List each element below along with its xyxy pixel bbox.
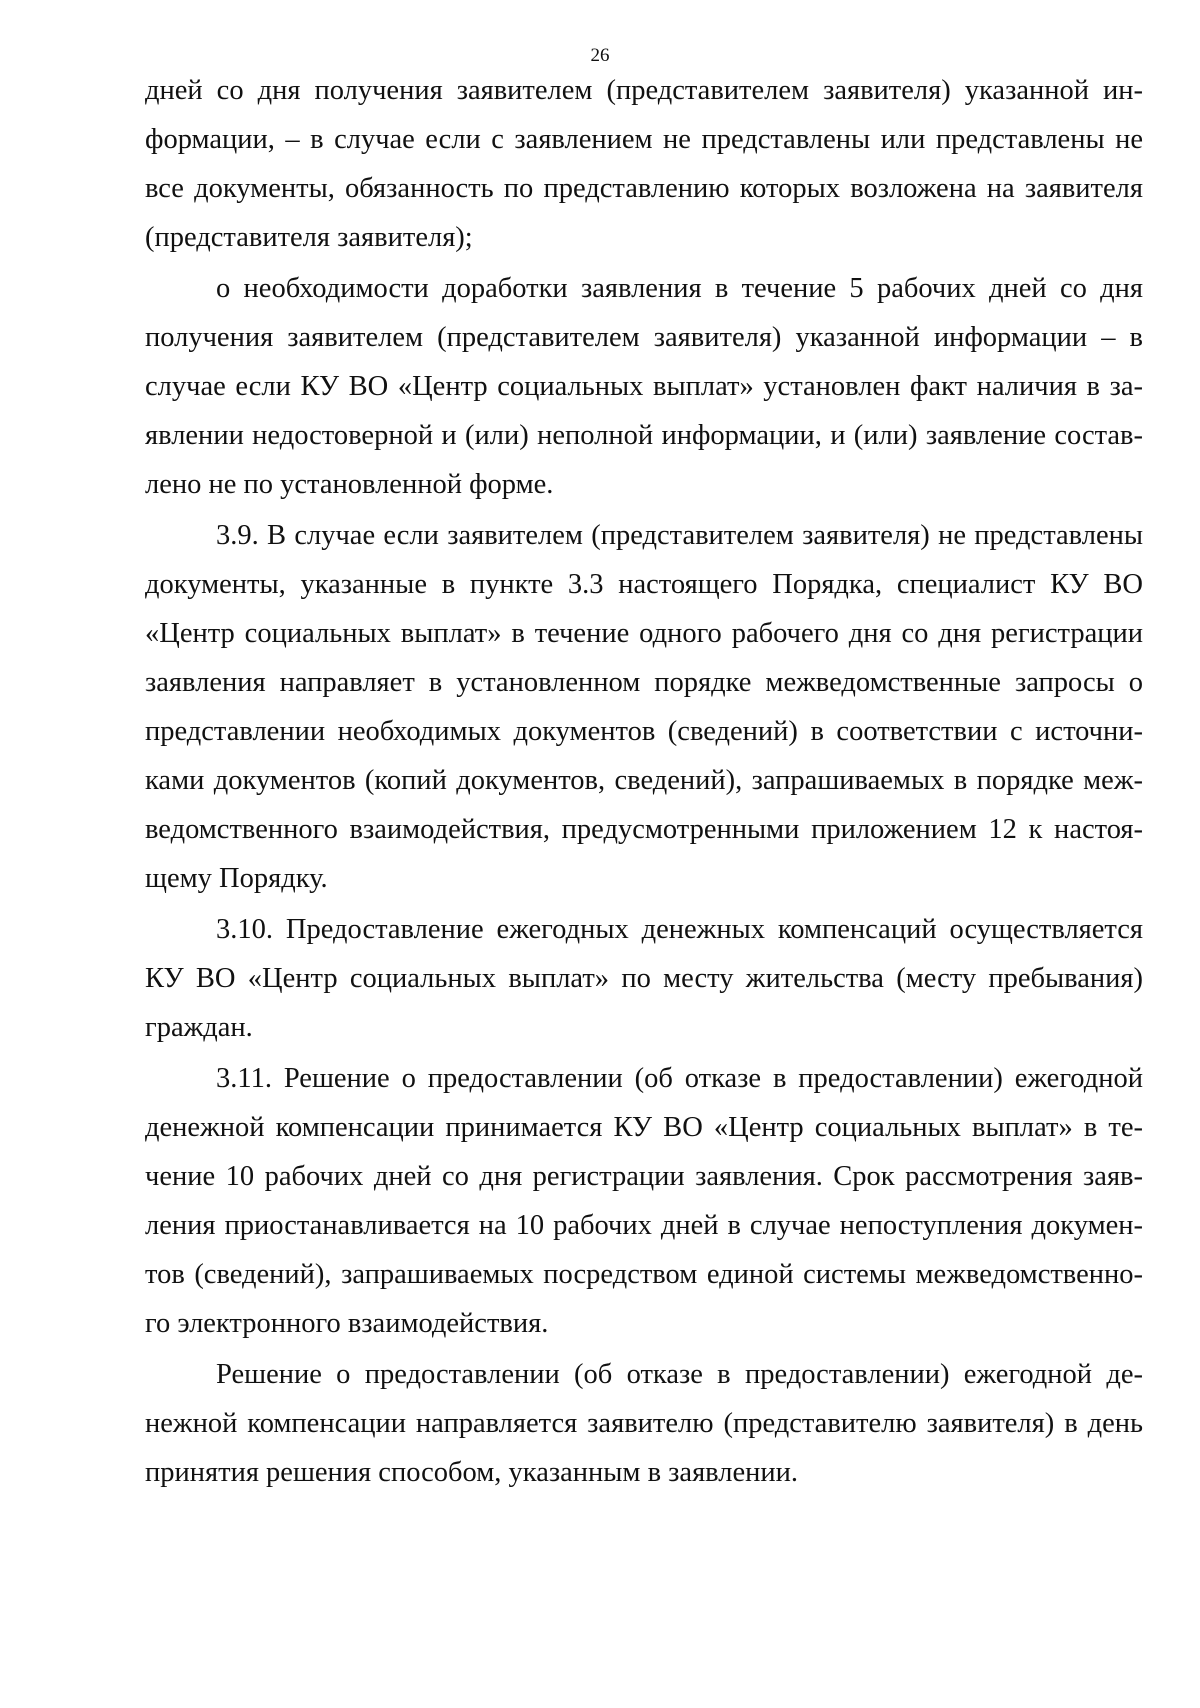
text-line: го электронного взаимодействия. xyxy=(145,1308,549,1339)
text-line: документы, указанные в пункте 3.3 настоящего Порядка, специалист КУ ВО xyxy=(145,569,1143,600)
text-line: все документы, обязанность по представлению которых возложена на заявителя xyxy=(145,173,1143,204)
paragraph-decision-notice xyxy=(145,1350,1143,1497)
text-line: принятия решения способом, указанным в заявлении. xyxy=(145,1457,799,1488)
paragraph-3-11 xyxy=(145,1054,1143,1348)
text-line: денежной компенсации принимается КУ ВО «Центр социальных выплат» в те- xyxy=(145,1112,1143,1143)
text-line: случае если КУ ВО «Центр социальных выплат» установлен факт наличия в за- xyxy=(145,371,1143,402)
paragraph-3-9 xyxy=(145,511,1143,903)
text-line: получения заявителем (представителем заявителя) указанной информации – в xyxy=(145,322,1143,353)
text-line: нежной компенсации направляется заявителю (представителю заявителя) в день xyxy=(145,1408,1143,1439)
text-line: щему Порядку. xyxy=(145,863,328,894)
text-line: КУ ВО «Центр социальных выплат» по месту жительства (месту пребывания) xyxy=(145,963,1143,994)
document-body xyxy=(145,66,1143,1499)
text-line: явлении недостоверной и (или) неполной информации, и (или) заявление состав- xyxy=(145,420,1143,451)
text-line: (представителя заявителя); xyxy=(145,222,473,253)
text-line: 3.11. Решение о предоставлении (об отказе в предоставлении) ежегодной xyxy=(216,1063,1143,1094)
text-line: 3.9. В случае если заявителем (представителем заявителя) не представлены xyxy=(216,520,1143,551)
text-line: дней со дня получения заявителем (представителем заявителя) указанной ин- xyxy=(145,75,1143,106)
text-line: заявления направляет в установленном порядке межведомственные запросы о xyxy=(145,667,1143,698)
paragraph-revision-notice xyxy=(145,264,1143,509)
text-line: ления приостанавливается на 10 рабочих дней в случае непоступления докумен- xyxy=(145,1210,1143,1241)
text-line: представлении необходимых документов (сведений) в соответствии с источни- xyxy=(145,716,1143,747)
text-line: тов (сведений), запрашиваемых посредством единой системы межведомственно- xyxy=(145,1259,1143,1290)
text-line: ведомственного взаимодействия, предусмотренными приложением 12 к настоя- xyxy=(145,814,1143,845)
paragraph-continuation xyxy=(145,66,1143,262)
paragraph-3-10 xyxy=(145,905,1143,1052)
text-line: «Центр социальных выплат» в течение одного рабочего дня со дня регистрации xyxy=(145,618,1143,649)
text-line: 3.10. Предоставление ежегодных денежных компенсаций осуществляется xyxy=(216,914,1143,945)
text-line: чение 10 рабочих дней со дня регистрации заявления. Срок рассмотрения заяв- xyxy=(145,1161,1143,1192)
text-line: лено не по установленной форме. xyxy=(145,469,554,500)
text-line: ками документов (копий документов, сведений), запрашиваемых в порядке меж- xyxy=(145,765,1143,796)
text-line: о необходимости доработки заявления в течение 5 рабочих дней со дня xyxy=(216,273,1143,304)
text-line: граждан. xyxy=(145,1012,253,1043)
text-line: Решение о предоставлении (об отказе в предоставлении) ежегодной де- xyxy=(216,1359,1143,1390)
page-number: 26 xyxy=(590,45,610,66)
text-line: формации, – в случае если с заявлением не представлены или представлены не xyxy=(145,124,1143,155)
